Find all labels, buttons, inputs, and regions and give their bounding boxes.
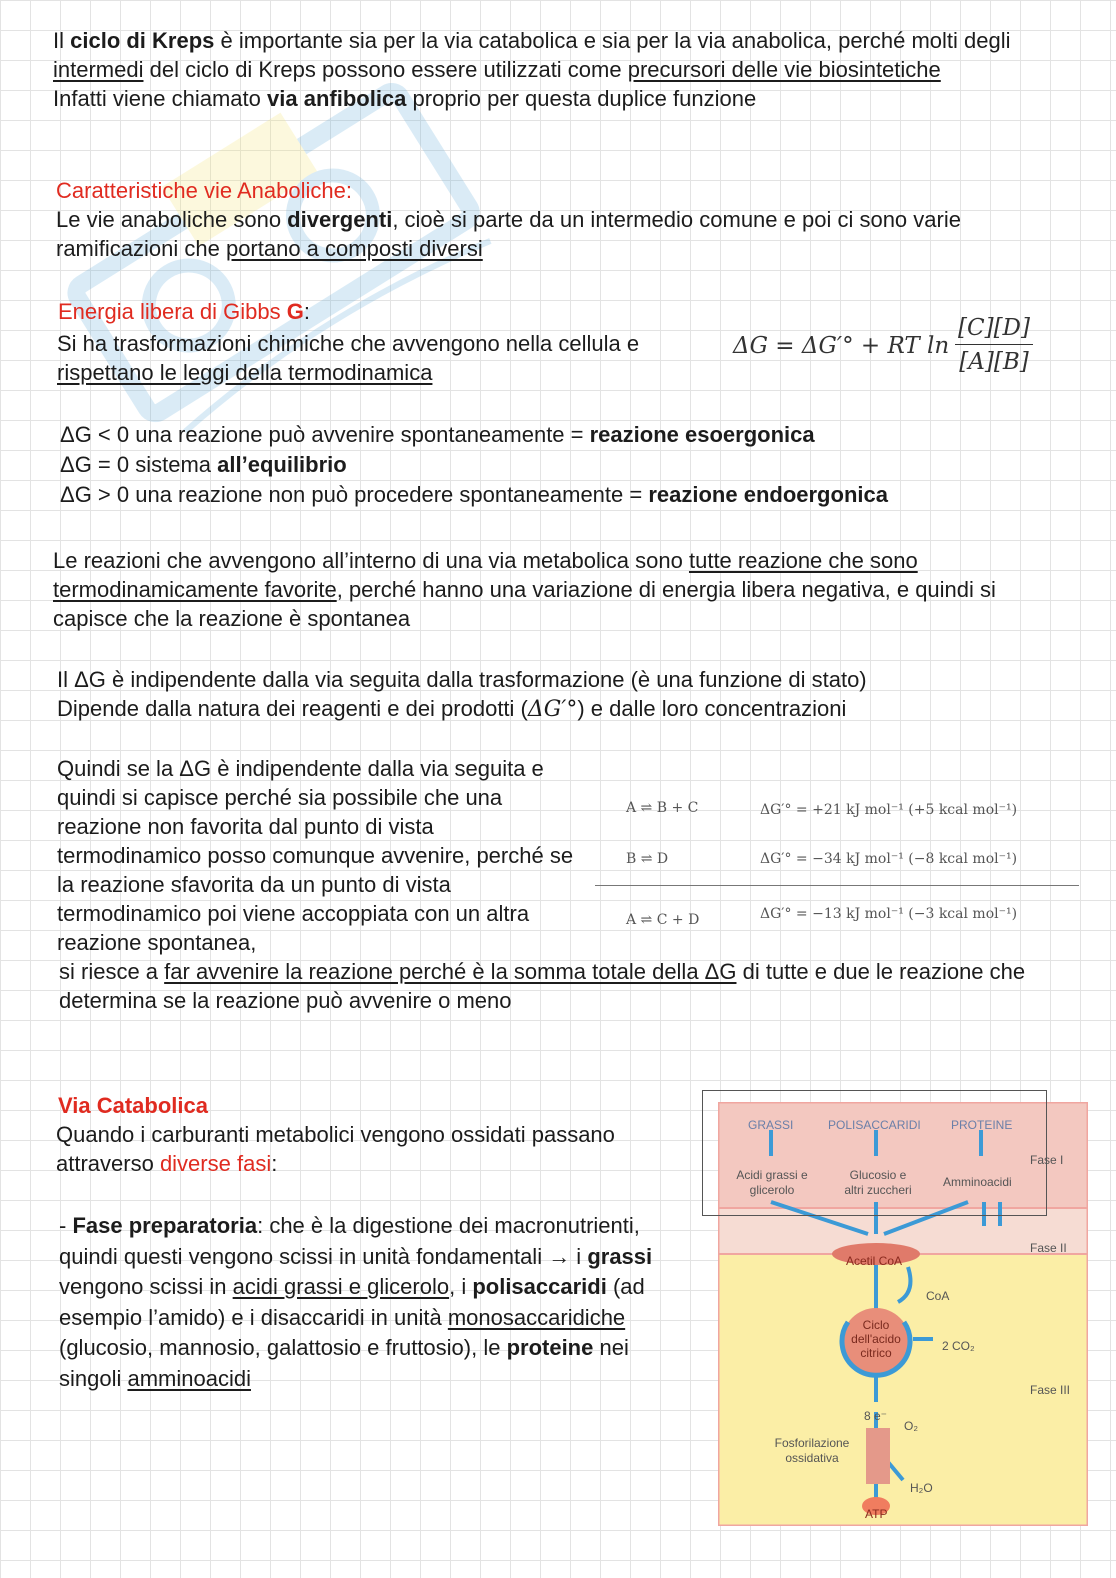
diagram-acidi-grassi-label: Acidi grassi e glicerolo bbox=[736, 1168, 808, 1197]
diagram-fase2-label: Fase II bbox=[1030, 1241, 1067, 1255]
diagram-fase1-label: Fase I bbox=[1030, 1153, 1064, 1167]
diagram-coa-label: CoA bbox=[926, 1289, 950, 1303]
diagram-o2-label: O₂ bbox=[904, 1419, 918, 1433]
diagram-fosforilazione-label: Fosforilazione ossidativa bbox=[774, 1436, 850, 1465]
reaction-2-delta-g: ΔG′° = −34 kJ mol⁻¹ (−8 kcal mol⁻¹) bbox=[760, 851, 1018, 867]
reaction-3-equation: A ⇌ C + D bbox=[626, 912, 700, 928]
gibbs-formula: ΔG = ΔG′° + RT ln $\frac{[C][D]}{[A][B]}$ bbox=[733, 312, 1033, 384]
delta-g-negative: ΔG < 0 una reazione può avvenire spontaneamente = reazione esoergonica bbox=[60, 422, 815, 447]
delta-g-positive: ΔG > 0 una reazione non può procedere spontaneamente = reazione endoergonica bbox=[60, 482, 888, 507]
reaction-sum-line bbox=[595, 885, 1079, 886]
catabolic-intro: Quando i carburanti metabolici vengono ossidati passano attraverso diverse fasi: bbox=[56, 1122, 615, 1176]
delta-g-conditions bbox=[60, 420, 1060, 509]
coupled-reaction-paragraph: Quindi se la ΔG è indipendente dalla via seguita e quindi si capisce perché sia possibile che una reazione non favorita dal punto di vista termodinamico posso comunque avvenire, perché se la reazione sfavorita da un punto di vista termodinamico poi viene accoppiata con un altra reazione spontanea, bbox=[57, 756, 574, 955]
reaction-1-equation: A ⇌ B + C bbox=[626, 800, 699, 816]
coupled-reaction-conclusion: si riesce a far avvenire la reazione perché è la somma totale della ΔG di tutte e due le reazione che determina se la reazione può avvenire o meno bbox=[59, 959, 1026, 1013]
delta-g-zero: ΔG = 0 sistema all’equilibrio bbox=[60, 452, 347, 477]
catabolic-heading: Via Catabolica bbox=[58, 1093, 208, 1118]
anabolic-paragraph: Le vie anaboliche sono divergenti, cioè si parte da un intermedio comune e poi ci sono varie ramificazioni che portano a composti diversi bbox=[56, 207, 961, 261]
diagram-amminoacidi-label: Amminoacidi bbox=[943, 1175, 1012, 1189]
preparatory-phase-paragraph: - Fase preparatoria: che è la digestione dei macronutrienti, quindi questi vengono scissi in unità fondamentali → i grassi vengono scissi in acidi grassi e glicerolo, i polisaccaridi (ad esempio l’amido) e i disaccaridi in unità monosaccaridiche (glucosio, mannosio, galattosio e fruttosio), le proteine nei singoli amminoacidi bbox=[59, 1213, 653, 1391]
favored-reactions-paragraph: Le reazioni che avvengono all’interno di una via metabolica sono tutte reazione che sono termodinamicamente favorite, perché hanno una variazione di energia libera negativa, e quindi si capisce che la reazione è spontanea bbox=[53, 548, 996, 631]
diagram-glucosio-label: Glucosio e altri zuccheri bbox=[844, 1168, 912, 1197]
diagram-frame bbox=[702, 1090, 1047, 1216]
diagram-h2o-label: H₂O bbox=[910, 1481, 933, 1495]
diagram-electrons-label: 8 e⁻ bbox=[864, 1409, 888, 1423]
state-function-paragraph: Il ΔG è indipendente dalla via seguita dalla trasformazione (è una funzione di stato) Dipende dalla natura dei reagenti e dei prodotti (ΔG′°) e dalle loro concentrazioni bbox=[57, 667, 867, 722]
reaction-1-delta-g: ΔG′° = +21 kJ mol⁻¹ (+5 kcal mol⁻¹) bbox=[760, 802, 1018, 818]
diagram-acetil-coa-label: Acetil CoA bbox=[846, 1254, 903, 1268]
diagram-ciclo-label: Ciclo dell'acido citrico bbox=[851, 1318, 901, 1360]
reaction-2-equation: B ⇌ D bbox=[626, 851, 669, 867]
diagram-proteine-label: PROTEINE bbox=[951, 1118, 1013, 1132]
intro-paragraph: Il ciclo di Kreps è importante sia per la via catabolica e sia per la via anabolica, perché molti degli intermedi del ciclo di Kreps possono essere utilizzati come precursori delle vie biosintetiche Infatti viene chiamato via anfibolica proprio per questa duplice funzione bbox=[53, 28, 1011, 111]
diagram-grassi-label: GRASSI bbox=[748, 1118, 794, 1132]
diagram-atp-label: ATP bbox=[865, 1507, 888, 1521]
diagram-polisaccaridi-label: POLISACCARIDI bbox=[828, 1118, 921, 1132]
gibbs-heading: Energia libera di Gibbs G: bbox=[58, 299, 310, 324]
anabolic-heading: Caratteristiche vie Anaboliche: bbox=[56, 178, 352, 203]
reaction-3-delta-g: ΔG′° = −13 kJ mol⁻¹ (−3 kcal mol⁻¹) bbox=[760, 906, 1018, 922]
gibbs-paragraph: Si ha trasformazioni chimiche che avvengono nella cellula e rispettano le leggi della termodinamica bbox=[57, 331, 640, 385]
diagram-co2-label: 2 CO₂ bbox=[942, 1339, 975, 1353]
diagram-fase3-label: Fase III bbox=[1030, 1383, 1071, 1397]
